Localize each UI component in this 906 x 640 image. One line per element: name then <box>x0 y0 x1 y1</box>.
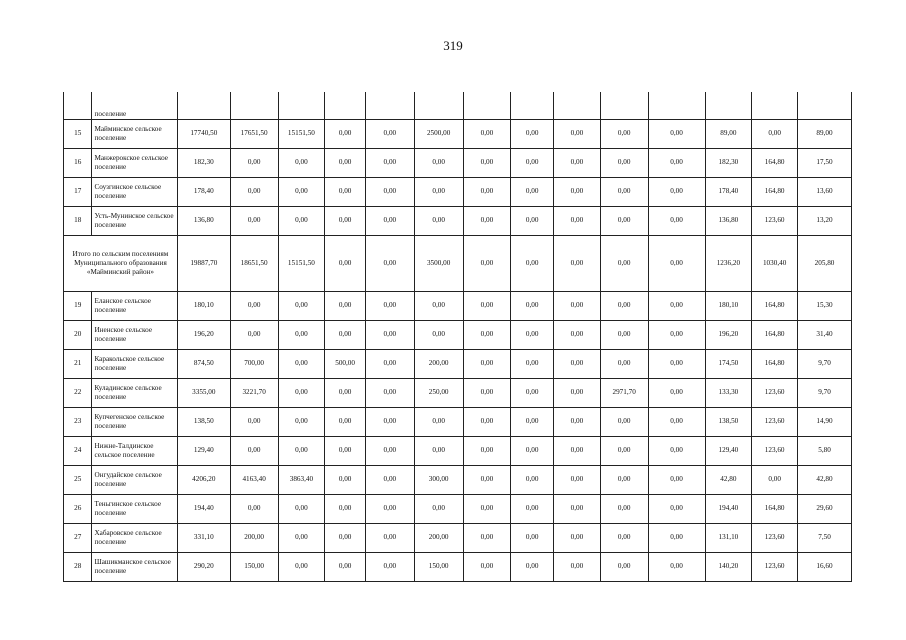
value-cell: 0,00 <box>365 177 414 206</box>
value-cell: 0,00 <box>600 436 648 465</box>
value-cell: 200,00 <box>414 349 463 378</box>
value-cell: 0,00 <box>365 494 414 523</box>
row-number-cell: 27 <box>64 523 92 552</box>
value-cell: 150,00 <box>230 552 278 581</box>
value-cell: 0,00 <box>511 552 554 581</box>
continuation-row <box>64 92 852 119</box>
value-cell: 138,50 <box>177 407 230 436</box>
budget-table <box>63 92 852 582</box>
value-cell: 0,00 <box>325 291 366 320</box>
value-cell: 42,80 <box>798 465 852 494</box>
value-cell: 129,40 <box>705 436 752 465</box>
value-cell: 0,00 <box>511 206 554 235</box>
table-row <box>64 291 852 320</box>
value-cell: 129,40 <box>177 436 230 465</box>
value-cell: 0,00 <box>325 119 366 148</box>
row-number-cell: 19 <box>64 291 92 320</box>
value-cell: 0,00 <box>511 349 554 378</box>
table-row <box>64 494 852 523</box>
value-cell: 0,00 <box>365 119 414 148</box>
value-cell: 700,00 <box>230 349 278 378</box>
value-cell: 0,00 <box>648 320 705 349</box>
value-cell: 7,50 <box>798 523 852 552</box>
value-cell: 0,00 <box>278 349 325 378</box>
value-cell: 15151,50 <box>278 235 325 291</box>
value-cell: 16,60 <box>798 552 852 581</box>
value-cell: 250,00 <box>414 378 463 407</box>
value-cell: 0,00 <box>463 552 511 581</box>
value-cell: 164,80 <box>752 494 798 523</box>
value-cell: 0,00 <box>278 436 325 465</box>
value-cell: 89,00 <box>705 119 752 148</box>
value-cell: 196,20 <box>705 320 752 349</box>
value-cell: 0,00 <box>278 320 325 349</box>
value-cell: 196,20 <box>177 320 230 349</box>
value-cell: 29,60 <box>798 494 852 523</box>
value-cell: 0,00 <box>600 465 648 494</box>
value-cell: 0,00 <box>511 119 554 148</box>
value-cell <box>511 92 554 119</box>
table-row <box>64 523 852 552</box>
value-cell: 133,30 <box>705 378 752 407</box>
settlement-name-cell: Еланское сельское поселение <box>92 291 177 320</box>
value-cell: 123,60 <box>752 206 798 235</box>
value-cell: 0,00 <box>365 206 414 235</box>
value-cell <box>798 92 852 119</box>
value-cell <box>278 92 325 119</box>
value-cell: 164,80 <box>752 320 798 349</box>
table-row <box>64 177 852 206</box>
value-cell: 3500,00 <box>414 235 463 291</box>
value-cell: 0,00 <box>325 552 366 581</box>
value-cell <box>463 92 511 119</box>
value-cell <box>752 92 798 119</box>
settlement-name-cell: Каракольское сельское поселение <box>92 349 177 378</box>
value-cell: 0,00 <box>278 407 325 436</box>
value-cell: 0,00 <box>600 552 648 581</box>
value-cell: 0,00 <box>278 523 325 552</box>
table-row <box>64 436 852 465</box>
value-cell: 0,00 <box>365 552 414 581</box>
value-cell: 0,00 <box>230 206 278 235</box>
value-cell: 0,00 <box>365 436 414 465</box>
value-cell: 0,00 <box>554 148 601 177</box>
value-cell: 0,00 <box>554 523 601 552</box>
value-cell: 4163,40 <box>230 465 278 494</box>
table-row <box>64 206 852 235</box>
value-cell: 0,00 <box>325 407 366 436</box>
value-cell: 0,00 <box>414 494 463 523</box>
table-row <box>64 465 852 494</box>
value-cell: 2971,70 <box>600 378 648 407</box>
page-number: 319 <box>443 38 463 53</box>
value-cell: 0,00 <box>414 291 463 320</box>
row-number-cell: 23 <box>64 407 92 436</box>
row-number-cell: 22 <box>64 378 92 407</box>
value-cell: 0,00 <box>648 523 705 552</box>
value-cell: 123,60 <box>752 523 798 552</box>
value-cell: 182,30 <box>177 148 230 177</box>
row-number-cell: 25 <box>64 465 92 494</box>
value-cell: 0,00 <box>230 148 278 177</box>
value-cell: 0,00 <box>554 119 601 148</box>
value-cell: 200,00 <box>414 523 463 552</box>
value-cell: 0,00 <box>511 523 554 552</box>
value-cell: 0,00 <box>554 494 601 523</box>
value-cell: 0,00 <box>511 177 554 206</box>
value-cell: 0,00 <box>365 349 414 378</box>
value-cell: 42,80 <box>705 465 752 494</box>
value-cell: 205,80 <box>798 235 852 291</box>
value-cell: 0,00 <box>600 148 648 177</box>
value-cell: 0,00 <box>325 177 366 206</box>
value-cell: 0,00 <box>365 378 414 407</box>
value-cell: 15,30 <box>798 291 852 320</box>
value-cell: 874,50 <box>177 349 230 378</box>
settlement-name-cell: Купчегенское сельское поселение <box>92 407 177 436</box>
value-cell: 0,00 <box>600 320 648 349</box>
value-cell: 0,00 <box>554 436 601 465</box>
value-cell: 0,00 <box>325 206 366 235</box>
value-cell: 0,00 <box>600 523 648 552</box>
value-cell: 0,00 <box>463 119 511 148</box>
value-cell <box>177 92 230 119</box>
value-cell: 0,00 <box>752 119 798 148</box>
value-cell: 0,00 <box>365 465 414 494</box>
value-cell: 194,40 <box>705 494 752 523</box>
value-cell: 0,00 <box>230 291 278 320</box>
value-cell: 0,00 <box>463 465 511 494</box>
value-cell: 4206,20 <box>177 465 230 494</box>
value-cell: 0,00 <box>463 378 511 407</box>
value-cell: 0,00 <box>325 148 366 177</box>
value-cell: 164,80 <box>752 349 798 378</box>
value-cell: 0,00 <box>600 407 648 436</box>
value-cell: 0,00 <box>511 320 554 349</box>
value-cell: 0,00 <box>230 320 278 349</box>
value-cell: 9,70 <box>798 349 852 378</box>
value-cell: 0,00 <box>648 177 705 206</box>
value-cell: 0,00 <box>511 148 554 177</box>
value-cell: 164,80 <box>752 291 798 320</box>
value-cell: 178,40 <box>705 177 752 206</box>
value-cell: 0,00 <box>648 407 705 436</box>
value-cell: 9,70 <box>798 378 852 407</box>
value-cell: 0,00 <box>414 320 463 349</box>
value-cell: 14,90 <box>798 407 852 436</box>
value-cell: 0,00 <box>463 206 511 235</box>
table-row <box>64 378 852 407</box>
value-cell <box>325 92 366 119</box>
value-cell: 0,00 <box>648 206 705 235</box>
value-cell: 0,00 <box>648 119 705 148</box>
value-cell: 0,00 <box>365 148 414 177</box>
table-row <box>64 320 852 349</box>
value-cell: 164,80 <box>752 148 798 177</box>
table-row <box>64 552 852 581</box>
row-number-cell: 18 <box>64 206 92 235</box>
table-row <box>64 119 852 148</box>
value-cell: 0,00 <box>278 206 325 235</box>
value-cell: 331,10 <box>177 523 230 552</box>
value-cell: 0,00 <box>365 320 414 349</box>
table-row <box>64 349 852 378</box>
value-cell: 0,00 <box>511 465 554 494</box>
value-cell: 0,00 <box>230 436 278 465</box>
value-cell: 0,00 <box>752 465 798 494</box>
number-cell <box>64 92 92 119</box>
total-row <box>64 235 852 291</box>
settlement-name-cell: Хабаровское сельское поселение <box>92 523 177 552</box>
settlement-name-cell: Онгудайское сельское поселение <box>92 465 177 494</box>
value-cell: 0,00 <box>554 206 601 235</box>
total-label-cell: Итого по сельским поселениям Муниципального образования «Майминский район» <box>64 235 178 291</box>
value-cell: 0,00 <box>463 148 511 177</box>
value-cell: 15151,50 <box>278 119 325 148</box>
value-cell: 18651,50 <box>230 235 278 291</box>
value-cell: 164,80 <box>752 177 798 206</box>
value-cell: 0,00 <box>463 320 511 349</box>
settlement-name-cell: Теньгинское сельское поселение <box>92 494 177 523</box>
value-cell: 0,00 <box>230 177 278 206</box>
value-cell: 0,00 <box>278 291 325 320</box>
value-cell: 0,00 <box>463 523 511 552</box>
value-cell: 0,00 <box>278 177 325 206</box>
row-number-cell: 16 <box>64 148 92 177</box>
value-cell: 0,00 <box>600 291 648 320</box>
value-cell <box>705 92 752 119</box>
value-cell <box>414 92 463 119</box>
value-cell: 0,00 <box>554 407 601 436</box>
value-cell <box>600 92 648 119</box>
row-number-cell: 17 <box>64 177 92 206</box>
value-cell: 0,00 <box>325 494 366 523</box>
value-cell: 500,00 <box>325 349 366 378</box>
value-cell: 0,00 <box>511 494 554 523</box>
value-cell: 0,00 <box>648 148 705 177</box>
value-cell: 0,00 <box>325 465 366 494</box>
value-cell: 0,00 <box>463 235 511 291</box>
value-cell: 17,50 <box>798 148 852 177</box>
value-cell <box>648 92 705 119</box>
value-cell: 89,00 <box>798 119 852 148</box>
value-cell: 0,00 <box>463 349 511 378</box>
value-cell: 0,00 <box>511 235 554 291</box>
value-cell: 0,00 <box>554 378 601 407</box>
value-cell: 123,60 <box>752 378 798 407</box>
value-cell: 17651,50 <box>230 119 278 148</box>
value-cell: 0,00 <box>554 552 601 581</box>
value-cell: 178,40 <box>177 177 230 206</box>
settlement-name-cell: Куладинское сельское поселение <box>92 378 177 407</box>
value-cell: 0,00 <box>365 523 414 552</box>
value-cell: 0,00 <box>278 148 325 177</box>
value-cell: 0,00 <box>365 407 414 436</box>
row-number-cell: 15 <box>64 119 92 148</box>
value-cell <box>365 92 414 119</box>
value-cell: 0,00 <box>554 349 601 378</box>
value-cell: 138,50 <box>705 407 752 436</box>
value-cell: 0,00 <box>600 206 648 235</box>
value-cell: 0,00 <box>511 407 554 436</box>
value-cell: 200,00 <box>230 523 278 552</box>
row-number-cell: 21 <box>64 349 92 378</box>
value-cell: 0,00 <box>554 235 601 291</box>
value-cell: 0,00 <box>600 235 648 291</box>
value-cell: 0,00 <box>648 465 705 494</box>
value-cell: 140,20 <box>705 552 752 581</box>
value-cell: 0,00 <box>648 494 705 523</box>
value-cell: 0,00 <box>648 349 705 378</box>
value-cell: 0,00 <box>511 291 554 320</box>
value-cell: 0,00 <box>600 494 648 523</box>
value-cell: 3221,70 <box>230 378 278 407</box>
table-row <box>64 148 852 177</box>
value-cell: 136,80 <box>177 206 230 235</box>
table-row <box>64 407 852 436</box>
value-cell: 0,00 <box>511 378 554 407</box>
value-cell: 123,60 <box>752 407 798 436</box>
row-number-cell: 24 <box>64 436 92 465</box>
settlement-name-cell: Манжерокское сельское поселение <box>92 148 177 177</box>
value-cell: 3863,40 <box>278 465 325 494</box>
settlement-name-cell: Соузгинское сельское поселение <box>92 177 177 206</box>
value-cell: 0,00 <box>600 349 648 378</box>
value-cell: 0,00 <box>365 235 414 291</box>
value-cell: 0,00 <box>554 177 601 206</box>
value-cell: 0,00 <box>554 291 601 320</box>
value-cell: 194,40 <box>177 494 230 523</box>
value-cell: 0,00 <box>325 523 366 552</box>
settlement-name-cell: Шашикманское сельское поселение <box>92 552 177 581</box>
value-cell: 0,00 <box>463 291 511 320</box>
value-cell: 0,00 <box>600 119 648 148</box>
value-cell: 290,20 <box>177 552 230 581</box>
value-cell: 13,60 <box>798 177 852 206</box>
value-cell: 0,00 <box>278 378 325 407</box>
value-cell: 0,00 <box>325 378 366 407</box>
value-cell: 0,00 <box>414 148 463 177</box>
value-cell <box>554 92 601 119</box>
value-cell: 1236,20 <box>705 235 752 291</box>
value-cell: 0,00 <box>325 235 366 291</box>
value-cell: 0,00 <box>648 436 705 465</box>
value-cell: 0,00 <box>414 206 463 235</box>
value-cell: 123,60 <box>752 436 798 465</box>
value-cell: 0,00 <box>414 407 463 436</box>
value-cell <box>230 92 278 119</box>
value-cell: 0,00 <box>648 235 705 291</box>
value-cell: 182,30 <box>705 148 752 177</box>
value-cell: 136,80 <box>705 206 752 235</box>
value-cell: 0,00 <box>554 465 601 494</box>
value-cell: 0,00 <box>463 436 511 465</box>
value-cell: 0,00 <box>648 552 705 581</box>
value-cell: 2500,00 <box>414 119 463 148</box>
row-number-cell: 26 <box>64 494 92 523</box>
value-cell: 0,00 <box>325 320 366 349</box>
value-cell: 0,00 <box>511 436 554 465</box>
row-number-cell: 20 <box>64 320 92 349</box>
table-body <box>64 92 852 581</box>
settlement-name-cell: Нижне-Талдинское сельское поселение <box>92 436 177 465</box>
value-cell: 131,10 <box>705 523 752 552</box>
value-cell: 31,40 <box>798 320 852 349</box>
value-cell: 0,00 <box>463 177 511 206</box>
value-cell: 0,00 <box>554 320 601 349</box>
value-cell: 0,00 <box>230 494 278 523</box>
value-cell: 0,00 <box>278 494 325 523</box>
value-cell: 17740,50 <box>177 119 230 148</box>
value-cell: 0,00 <box>278 552 325 581</box>
value-cell: 150,00 <box>414 552 463 581</box>
value-cell: 0,00 <box>230 407 278 436</box>
value-cell: 5,80 <box>798 436 852 465</box>
value-cell: 1030,40 <box>752 235 798 291</box>
value-cell: 0,00 <box>463 407 511 436</box>
value-cell: 0,00 <box>414 177 463 206</box>
value-cell: 180,10 <box>177 291 230 320</box>
value-cell: 0,00 <box>600 177 648 206</box>
settlement-name-cell: Усть-Мунинское сельское поселение <box>92 206 177 235</box>
settlement-name-cell: Иненское сельское поселение <box>92 320 177 349</box>
settlement-name-cell: поселение <box>92 92 177 119</box>
value-cell: 123,60 <box>752 552 798 581</box>
value-cell: 19887,70 <box>177 235 230 291</box>
row-number-cell: 28 <box>64 552 92 581</box>
value-cell: 174,50 <box>705 349 752 378</box>
value-cell: 0,00 <box>414 436 463 465</box>
value-cell: 180,10 <box>705 291 752 320</box>
value-cell: 0,00 <box>648 378 705 407</box>
value-cell: 0,00 <box>325 436 366 465</box>
value-cell: 0,00 <box>463 494 511 523</box>
value-cell: 13,20 <box>798 206 852 235</box>
value-cell: 300,00 <box>414 465 463 494</box>
settlement-name-cell: Майминское сельское поселение <box>92 119 177 148</box>
value-cell: 3355,00 <box>177 378 230 407</box>
value-cell: 0,00 <box>365 291 414 320</box>
value-cell: 0,00 <box>648 291 705 320</box>
